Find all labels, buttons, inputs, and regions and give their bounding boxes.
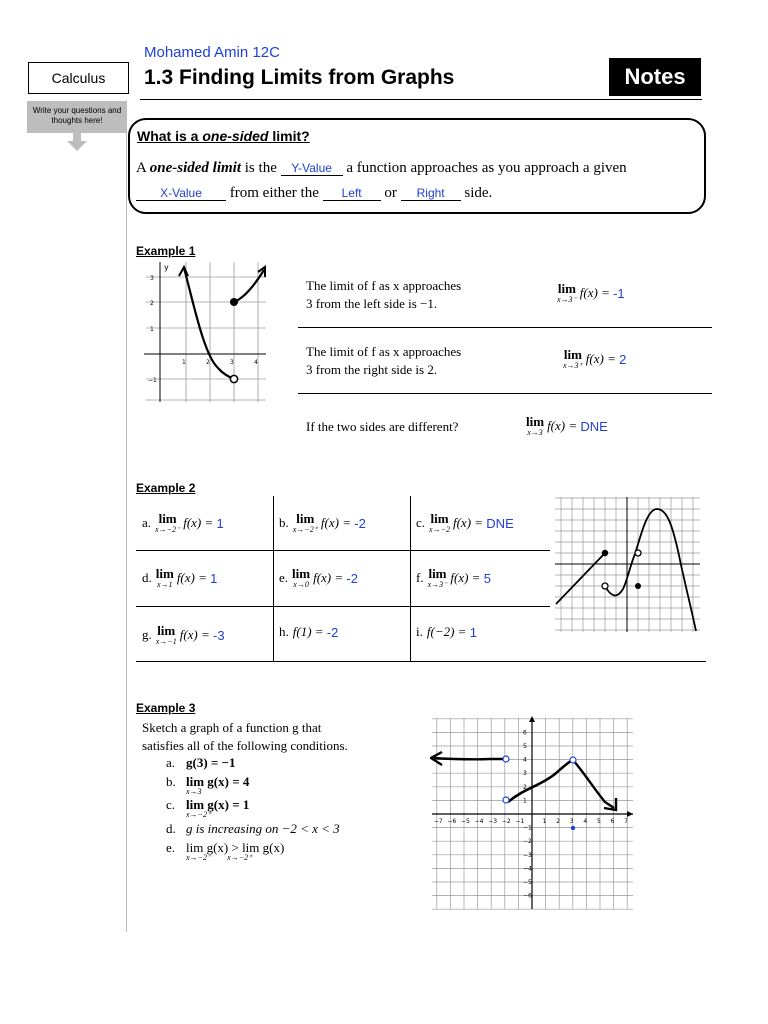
- ex2-cell-d: d. lim x→1 f(x) = 1: [142, 566, 218, 589]
- svg-text:3: 3: [523, 770, 527, 778]
- svg-text:2: 2: [523, 783, 527, 791]
- example-2-title: Example 2: [136, 481, 196, 495]
- blank-right: Right: [401, 186, 461, 201]
- svg-text:−4: −4: [474, 818, 484, 825]
- page-title: 1.3 Finding Limits from Graphs: [144, 66, 455, 89]
- ex1-divider-2: [298, 393, 712, 394]
- svg-text:−3: −3: [488, 818, 498, 825]
- subject-label: Calculus: [51, 70, 106, 86]
- svg-text:−6: −6: [523, 892, 532, 900]
- svg-text:−5: −5: [523, 879, 532, 886]
- svg-text:1: 1: [182, 359, 186, 366]
- sidebar-note-text: Write your questions and thoughts here!: [32, 106, 122, 125]
- svg-text:−5: −5: [461, 818, 470, 825]
- down-arrow-icon: [65, 132, 89, 152]
- margin-line: [126, 100, 127, 932]
- svg-text:1: 1: [542, 818, 547, 825]
- condition-e: e. lim g(x) > lim g(x) x→−2⁻ x→−2⁺: [166, 840, 285, 862]
- ex2-cell-f: f. lim x→3⁻ f(x) = 5: [416, 566, 491, 589]
- svg-text:−1: −1: [523, 824, 532, 832]
- svg-text:1: 1: [523, 797, 527, 805]
- example-3-graph: [430, 716, 635, 911]
- svg-text:7: 7: [624, 818, 629, 825]
- example-2-graph: [555, 497, 700, 632]
- graph1-y-label: y: [164, 263, 169, 272]
- subject-label-box: [28, 62, 129, 94]
- svg-text:−4: −4: [523, 865, 532, 873]
- sidebar-note: [27, 101, 127, 133]
- example-3-title: Example 3: [136, 701, 196, 715]
- svg-text:6: 6: [610, 818, 615, 825]
- ex1-row1-limit: lim x→3⁻ f(x) = -1: [557, 281, 625, 304]
- definition-line-1: A one-sided limit is the Y-Value a function approaches as you approach a given: [136, 160, 627, 176]
- title-rule: [140, 99, 702, 100]
- ex1-row1-text: The limit of f as x approaches 3 from the left side is −1.: [306, 278, 462, 311]
- blank-y-value: Y-Value: [281, 161, 343, 176]
- ex2-cell-c: c. lim x→−2 f(x) = DNE: [416, 511, 514, 534]
- svg-text:−6: −6: [447, 818, 457, 825]
- svg-text:−3: −3: [523, 851, 532, 859]
- ex1-divider-1: [298, 327, 712, 328]
- ex1-row3-limit: lim x→3 f(x) = DNE: [526, 414, 608, 437]
- ex1-row2-text: The limit of f as x approaches 3 from the right side is 2.: [306, 344, 462, 377]
- closed-point: [230, 298, 238, 306]
- example-1-graph: [138, 260, 268, 405]
- blank-left: Left: [323, 186, 381, 201]
- ex2-cell-g: g. lim x→−1 f(x) = -3: [142, 623, 225, 646]
- definition-line-2: X-Value from either the Left or Right side.: [136, 185, 492, 202]
- open-point: [230, 375, 237, 382]
- svg-text:3: 3: [230, 359, 234, 366]
- ex2-cell-b: b. lim x→−2⁺ f(x) = -2: [279, 511, 366, 534]
- condition-c: c. lim g(x) = 1 x→−2⁺: [166, 797, 250, 819]
- definition-heading: What is a one-sided limit?: [137, 128, 310, 144]
- condition-d: d. g is increasing on −2 < x < 3: [166, 821, 340, 836]
- ex1-row2-limit: lim x→3⁺ f(x) = 2: [563, 347, 627, 370]
- svg-text:2: 2: [206, 359, 210, 366]
- student-name: Mohamed Amin 12C: [144, 44, 280, 61]
- condition-a: a. g(3) = −1: [166, 755, 236, 770]
- ex2-cell-a: a. lim x→−2⁻ f(x) = 1: [142, 511, 224, 534]
- example-3-prompt: Sketch a graph of a function g that satisfies all of the following conditions.: [142, 720, 348, 753]
- blank-x-value: X-Value: [136, 186, 226, 201]
- notes-badge-label: Notes: [624, 64, 686, 89]
- ex2-cell-h: h. f(1) = -2: [279, 624, 339, 640]
- svg-text:−1: −1: [515, 818, 525, 825]
- svg-text:6: 6: [523, 729, 527, 737]
- ex2-cell-e: e. lim x→0 f(x) = -2: [279, 566, 358, 589]
- condition-b: b. lim g(x) = 4 x→3: [166, 774, 250, 796]
- svg-text:−7: −7: [433, 818, 443, 825]
- ex1-row3-text: If the two sides are different?: [306, 419, 459, 434]
- svg-text:1: 1: [150, 326, 154, 333]
- svg-text:3: 3: [150, 275, 154, 282]
- svg-text:3: 3: [569, 818, 574, 825]
- svg-text:−2: −2: [501, 818, 511, 825]
- svg-text:−1: −1: [148, 377, 157, 384]
- svg-text:−2: −2: [523, 838, 532, 846]
- svg-text:5: 5: [597, 818, 601, 825]
- ex2-cell-i: i. f(−2) = 1: [416, 624, 477, 640]
- svg-text:2: 2: [556, 818, 561, 825]
- svg-text:5: 5: [523, 743, 527, 750]
- notes-badge: [609, 58, 701, 96]
- example-2-bottom-rule: [136, 661, 706, 662]
- svg-text:4: 4: [583, 818, 588, 825]
- svg-text:2: 2: [150, 300, 154, 307]
- svg-text:4: 4: [254, 359, 258, 366]
- example-1-title: Example 1: [136, 244, 196, 258]
- svg-text:4: 4: [523, 756, 527, 764]
